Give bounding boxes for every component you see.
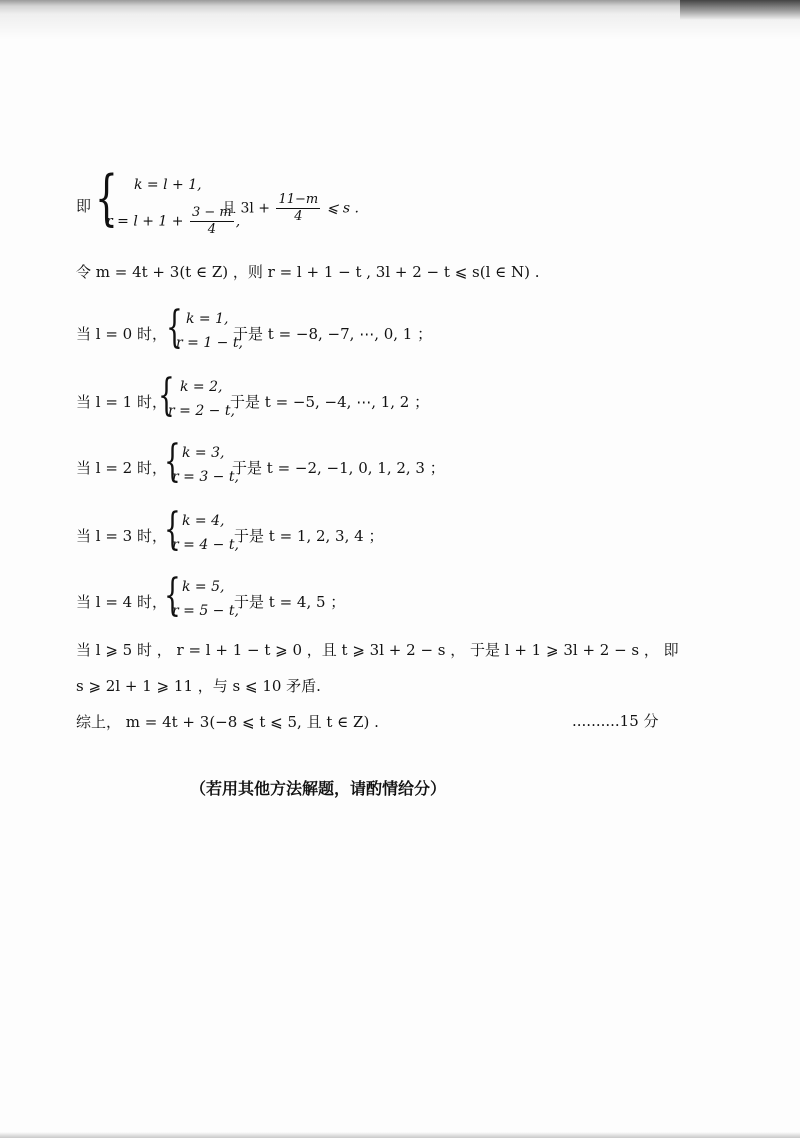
case-l3-result: 于是 t = 1, 2, 3, 4 ； xyxy=(234,527,384,545)
case-l1-brace: { xyxy=(158,370,175,421)
block1-case-r xyxy=(106,205,240,238)
block1-case-k: k = l + 1, xyxy=(134,177,202,193)
case-ge5-line-b: s ⩾ 2l + 1 ⩾ 11 ，与 s ⩽ 10 矛盾. xyxy=(76,677,321,695)
block1-case-r-lhs: r = l + 1 + xyxy=(106,213,184,230)
case-l1-intro: 当 l = 1 时， xyxy=(76,393,167,411)
let-line: 令 m = 4t + 3(t ∈ Z) ，则 r = l + 1 − t , 3l + 2 − t ⩽ s(l ∈ N) . xyxy=(76,263,540,281)
scan-shadow-corner xyxy=(680,0,800,20)
block1-case-r-tail: , xyxy=(235,213,241,230)
case-l3-k: k = 4, xyxy=(182,513,225,529)
case-ge5-line-a: 当 l ⩾ 5 时 ， r = l + 1 − t ⩾ 0 ，且 t ⩾ 3l + 2 − s ， 于是 l + 1 ⩾ 3l + 2 − s ， 即 xyxy=(76,641,679,659)
case-l2-k: k = 3, xyxy=(182,445,225,461)
case-l4-brace: { xyxy=(164,570,181,621)
block1-condition xyxy=(222,192,359,225)
scan-shadow-bottom xyxy=(0,1132,800,1138)
case-l0-brace: { xyxy=(166,302,183,353)
case-l0-k: k = 1, xyxy=(186,311,229,327)
block1-condition-prefix: 且 3l + xyxy=(222,200,271,217)
case-l3-r: r = 4 − t, xyxy=(172,537,239,553)
case-l2-r: r = 3 − t, xyxy=(172,469,239,485)
score-label: ..........15 分 xyxy=(572,712,659,730)
case-l4-intro: 当 l = 4 时， xyxy=(76,593,167,611)
case-l3-brace: { xyxy=(164,504,181,555)
fraction-numerator: 11−m xyxy=(278,192,319,207)
case-l4-r: r = 5 − t, xyxy=(172,603,239,619)
case-l0-intro: 当 l = 0 时， xyxy=(76,325,167,343)
block1-condition-tail: ⩽ s . xyxy=(326,200,359,217)
case-l0-result: 于是 t = −8, −7, ⋯, 0, 1 ； xyxy=(233,325,433,343)
block1-brace: { xyxy=(95,163,118,233)
block1-prefix: 即 xyxy=(76,197,92,215)
case-l1-r: r = 2 − t, xyxy=(168,403,235,419)
case-l1-k: k = 2, xyxy=(180,379,223,395)
case-l4-k: k = 5, xyxy=(182,579,225,595)
case-l4-result: 于是 t = 4, 5 ； xyxy=(234,593,346,611)
conclusion: 综上， m = 4t + 3(−8 ⩽ t ⩽ 5, 且 t ∈ Z) . xyxy=(76,713,379,731)
case-l1-result: 于是 t = −5, −4, ⋯, 1, 2 ； xyxy=(230,393,430,411)
case-l0-r: r = 1 − t, xyxy=(176,335,243,351)
grading-note: （若用其他方法解题，请酌情给分） xyxy=(190,779,447,798)
case-l2-brace: { xyxy=(164,436,181,487)
case-l2-result: 于是 t = −2, −1, 0, 1, 2, 3 ； xyxy=(232,459,445,477)
case-l3-intro: 当 l = 3 时， xyxy=(76,527,167,545)
block1-condition-fraction xyxy=(276,192,320,225)
case-l2-intro: 当 l = 2 时， xyxy=(76,459,167,477)
fraction-denominator: 4 xyxy=(294,209,303,224)
fraction-denominator: 4 xyxy=(207,222,216,237)
fraction-numerator: 3 − m xyxy=(191,205,232,220)
